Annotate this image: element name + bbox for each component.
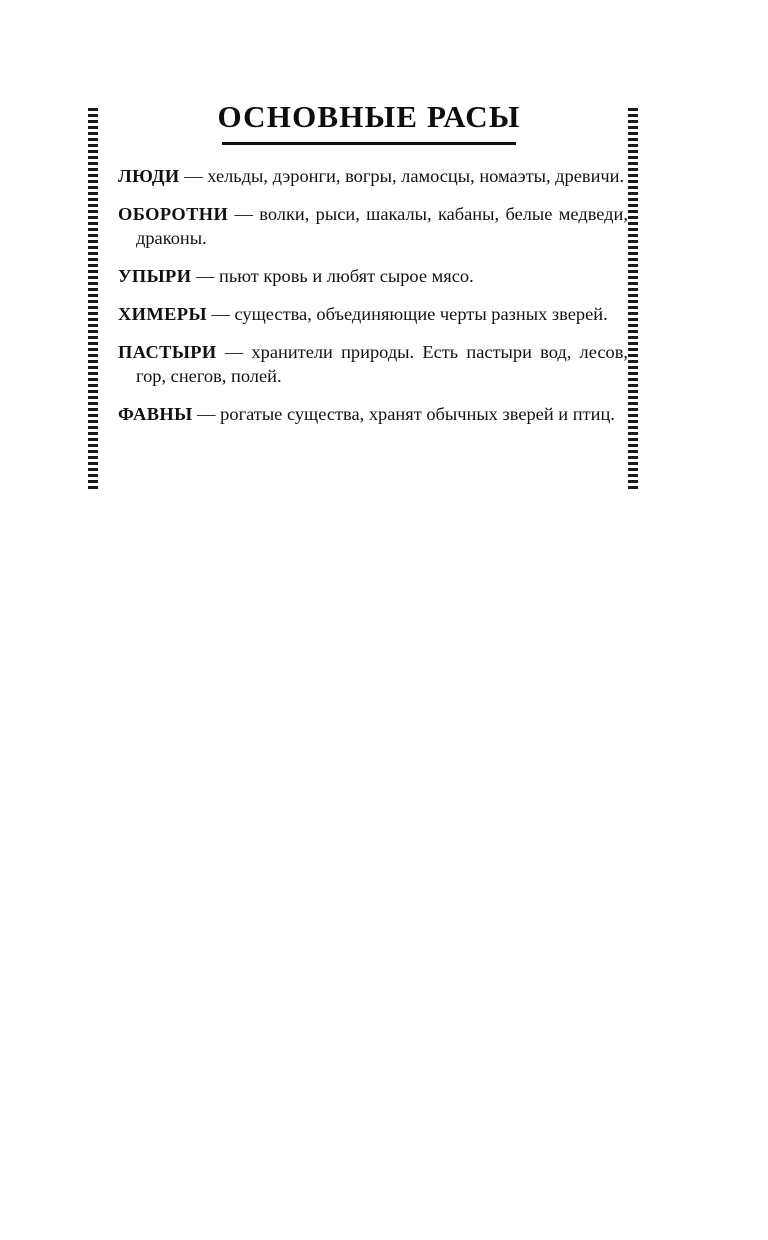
entry-term: ПАСТЫРИ <box>118 341 217 362</box>
race-entry-list <box>88 165 650 426</box>
entry-term: ХИМЕРЫ <box>118 303 207 324</box>
entry-description: существа, объединяющие черты разных зверей. <box>234 303 608 324</box>
entry-dash: — <box>234 204 253 225</box>
entry-description: пьют кровь и любят сырое мясо. <box>219 265 474 286</box>
list-item <box>118 203 628 251</box>
entry-description: рогатые существа, хранят обычных зверей и птиц. <box>220 403 615 424</box>
list-item <box>118 403 628 427</box>
title-section <box>159 100 579 142</box>
entry-term: ОБОРОТНИ <box>118 204 229 225</box>
content-block <box>88 100 650 426</box>
list-item <box>118 265 628 289</box>
list-item <box>118 165 628 189</box>
entry-description: волки, рыси, шакалы, кабаны, белые медведи, драконы. <box>136 204 628 248</box>
entry-description: хранители природы. Есть пастыри вод, лесов, гор, снегов, полей. <box>136 341 628 386</box>
entry-dash: — <box>197 403 216 424</box>
entry-dash: — <box>184 166 203 187</box>
entry-dash: — <box>196 265 215 286</box>
entry-term: ФАВНЫ <box>118 403 193 424</box>
title-underline-divider <box>222 142 516 145</box>
entry-dash: — <box>211 303 230 324</box>
entry-dash: — <box>224 341 244 362</box>
entry-description: хельды, дэронги, вогры, ламосцы, номаэты, древичи. <box>207 166 625 187</box>
entry-term: УПЫРИ <box>118 265 192 286</box>
page-title: ОСНОВНЫЕ РАСЫ <box>217 99 521 134</box>
entry-term: ЛЮДИ <box>118 166 180 187</box>
list-item <box>118 303 628 327</box>
list-item <box>118 341 628 389</box>
